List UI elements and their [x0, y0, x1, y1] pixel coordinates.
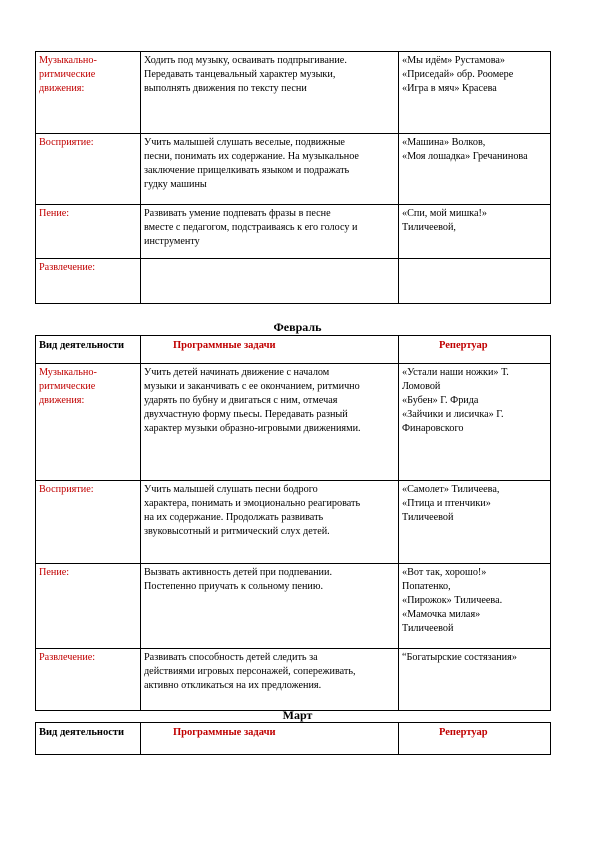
text-line: «Спи, мой мишка!» — [402, 208, 487, 219]
text-line: активно откликаться на их предложения. — [144, 680, 322, 691]
text-line: вместе с педагогом, подстраиваясь к его голосу и — [144, 222, 358, 233]
text-line: Пение: — [39, 208, 70, 219]
text-line: «Мы идём» Рустамова» — [402, 55, 505, 66]
text-line: «Пирожок» Тиличеева. — [402, 595, 503, 606]
category-cell — [36, 564, 141, 649]
repertoire-cell — [399, 364, 551, 481]
text-line: гудку машины — [144, 179, 207, 190]
tasks-cell — [141, 134, 399, 205]
text-line: Передавать танцевальный характер музыки, — [144, 69, 336, 80]
text-line: заключение прищелкивать языком и подражать — [144, 165, 350, 176]
table-row — [36, 259, 551, 304]
text-line: Восприятие: — [39, 137, 94, 148]
text-line: движения: — [39, 83, 85, 94]
month-heading-march: Март — [282, 708, 313, 722]
text-line: “Богатырские состязания» — [402, 652, 517, 663]
text-line: Постепенно приучать к сольному пению. — [144, 581, 324, 592]
tasks-cell — [141, 205, 399, 259]
repertoire-cell — [399, 134, 551, 205]
table-february — [35, 335, 551, 711]
text-line: «Вот так, хорошо!» — [402, 567, 487, 578]
text-line: Развивать способность детей следить за — [144, 652, 318, 663]
table-header-row — [36, 336, 551, 364]
text-line: на их содержание. Продолжать развивать — [144, 512, 324, 523]
text-line: выполнять движения по тексту песни — [144, 83, 307, 94]
table-row — [36, 52, 551, 134]
text-line: «Бубен» Г. Фрида — [402, 395, 479, 406]
text-line: двухчастную форму пьесы. Передавать разный — [144, 409, 348, 420]
text-line: инструменту — [144, 236, 200, 247]
header-repertoire: Репертуар — [399, 336, 551, 364]
text-line: Ходить под музыку, осваивать подпрыгивание. — [144, 55, 347, 66]
category-cell — [36, 259, 141, 304]
tasks-cell — [141, 364, 399, 481]
table-row — [36, 364, 551, 481]
text-line: движения: — [39, 395, 85, 406]
text-line: Учить малышей слушать веселые, подвижные — [144, 137, 345, 148]
text-line: «Мамочка милая» — [402, 609, 481, 620]
text-line: действиями игровых персонажей, сопереживать, — [144, 666, 356, 677]
text-line: «Приседай» обр. Роомере — [402, 69, 514, 80]
text-line: характер музыки образно-игровыми движениями. — [144, 423, 361, 434]
text-line: «Игра в мяч» Красева — [402, 83, 497, 94]
category-cell — [36, 481, 141, 564]
header-repertoire: Репертуар — [399, 723, 551, 755]
text-line: Вызвать активность детей при подпевании. — [144, 567, 332, 578]
table-row — [36, 564, 551, 649]
text-line: Финаровского — [402, 423, 464, 434]
repertoire-cell — [399, 205, 551, 259]
text-line: звуковысотный и ритмический слух детей. — [144, 526, 330, 537]
header-tasks: Программные задачи — [141, 336, 399, 364]
table-row — [36, 649, 551, 711]
header-tasks: Программные задачи — [141, 723, 399, 755]
table-row — [36, 205, 551, 259]
month-heading-february: Февраль — [273, 320, 322, 334]
text-line: характера, понимать и эмоционально реагировать — [144, 498, 361, 509]
text-line: Музыкально- — [39, 367, 97, 378]
header-activity: Вид деятельности — [36, 723, 141, 755]
text-line: Развивать умение подпевать фразы в песне — [144, 208, 331, 219]
text-line: музыки и заканчивать с ее окончанием, ритмично — [144, 381, 360, 392]
category-cell — [36, 364, 141, 481]
text-line: ритмические — [39, 69, 96, 80]
text-line: «Машина» Волков, — [402, 137, 486, 148]
text-line: Ломовой — [402, 381, 441, 392]
repertoire-cell — [399, 649, 551, 711]
category-cell — [36, 205, 141, 259]
repertoire-cell — [399, 259, 551, 304]
repertoire-cell — [399, 52, 551, 134]
text-line: ударять по бубну и двигаться с ним, отмечая — [144, 395, 338, 406]
text-line: ритмические — [39, 381, 96, 392]
table-header-row — [36, 723, 551, 755]
text-line: песни, понимать их содержание. На музыкальное — [144, 151, 359, 162]
text-line: Попатенко, — [402, 581, 451, 592]
repertoire-cell — [399, 481, 551, 564]
text-line: Пение: — [39, 567, 70, 578]
table-row — [36, 481, 551, 564]
text-line: «Устали наши ножки» Т. — [402, 367, 509, 378]
text-line: «Зайчики и лисичка» Г. — [402, 409, 504, 420]
text-line: Учить детей начинать движение с началом — [144, 367, 330, 378]
table-january — [35, 51, 551, 304]
header-activity: Вид деятельности — [36, 336, 141, 364]
text-line: Тиличеевой, — [402, 222, 456, 233]
repertoire-cell — [399, 564, 551, 649]
text-line: Тиличеевой — [402, 512, 454, 523]
text-line: Развлечение: — [39, 652, 96, 663]
text-line: Музыкально- — [39, 55, 97, 66]
text-line: Учить малышей слушать песни бодрого — [144, 484, 318, 495]
text-line: Восприятие: — [39, 484, 94, 495]
tasks-cell — [141, 52, 399, 134]
tasks-cell — [141, 481, 399, 564]
text-line: «Моя лошадка» Гречанинова — [402, 151, 528, 162]
category-cell — [36, 52, 141, 134]
text-line: «Самолет» Тиличеева, — [402, 484, 500, 495]
text-line: «Птица и птенчики» — [402, 498, 491, 509]
table-march — [35, 722, 551, 755]
category-cell — [36, 134, 141, 205]
text-line: Развлечение: — [39, 262, 96, 273]
category-cell — [36, 649, 141, 711]
table-row — [36, 134, 551, 205]
tasks-cell — [141, 649, 399, 711]
text-line: Тиличеевой — [402, 623, 454, 634]
tasks-cell — [141, 564, 399, 649]
tasks-cell — [141, 259, 399, 304]
